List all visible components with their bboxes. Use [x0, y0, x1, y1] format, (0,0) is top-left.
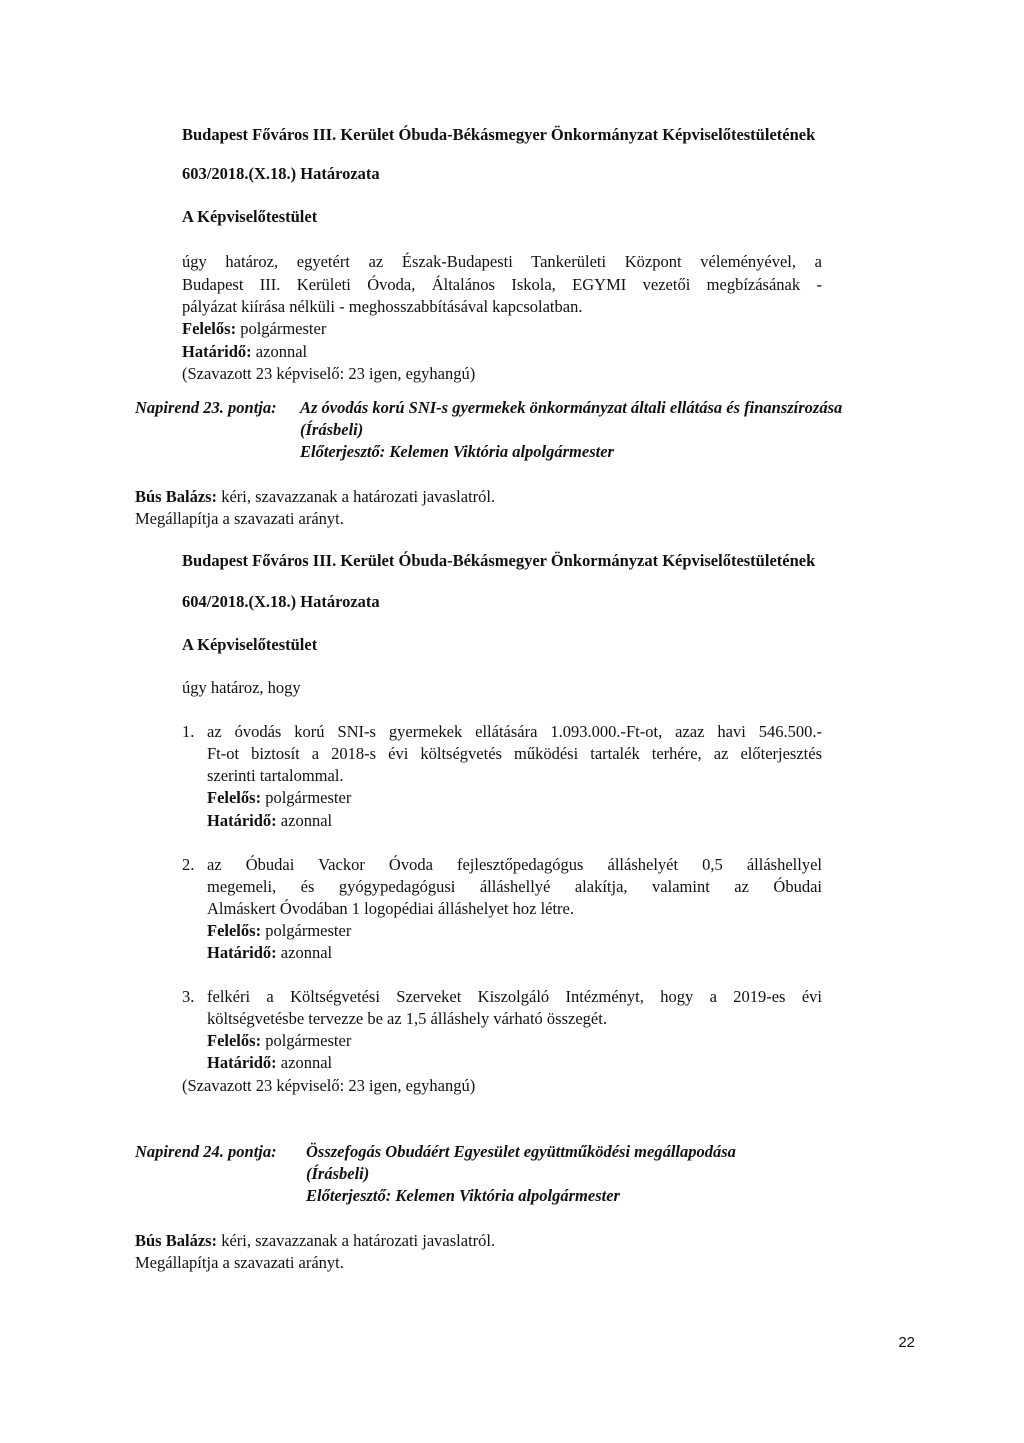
speaker-text: kéri, szavazzanak a határozati javaslatról.	[221, 487, 496, 506]
agenda-23-type: (Írásbeli)	[300, 420, 364, 439]
resolution-603-text-line: pályázat kiírása nélküli - meghosszabbításával kapcsolatban.	[182, 297, 583, 316]
deadline-label: Határidő:	[207, 811, 277, 830]
speaker-text: kéri, szavazzanak a határozati javaslatról.	[221, 1231, 496, 1250]
item-1-responsible	[207, 788, 351, 808]
responsible-label: Felelős:	[207, 1031, 262, 1050]
deadline-value: azonnal	[255, 342, 308, 361]
responsible-label: Felelős:	[207, 921, 262, 940]
responsible-value: polgármester	[265, 788, 352, 807]
item-3-responsible	[207, 1031, 351, 1051]
deadline-value: azonnal	[280, 1053, 333, 1072]
responsible-value: polgármester	[240, 319, 327, 338]
agenda-23-title: Az óvodás korú SNI-s gyermekek önkormányzat általi ellátása és finanszírozása	[300, 398, 843, 417]
item-number: 2.	[182, 855, 195, 874]
item-3-line: felkéri a Költségvetési Szerveket Kiszolgáló Intézményt, hogy a 2019-es évi	[207, 987, 822, 1006]
responsible-value: polgármester	[265, 1031, 352, 1050]
responsible-label: Felelős:	[182, 319, 237, 338]
speaker-name: Bús Balázs:	[135, 1231, 218, 1250]
agenda-24-note: Megállapítja a szavazati arányt.	[135, 1253, 344, 1272]
agenda-23-speaker-line	[135, 487, 495, 507]
presenter-name: Kelemen Viktória alpolgármester	[389, 442, 614, 461]
resolution-603-deadline	[182, 342, 307, 362]
deadline-label: Határidő:	[182, 342, 252, 361]
resolution-604-vote: (Szavazott 23 képviselő: 23 igen, egyhangú)	[182, 1076, 476, 1095]
presenter-name: Kelemen Viktória alpolgármester	[395, 1186, 620, 1205]
presenter-label: Előterjesztő:	[300, 442, 386, 461]
resolution-603-vote: (Szavazott 23 képviselő: 23 igen, egyhangú)	[182, 364, 476, 383]
agenda-24-title: Összefogás Obudáért Egyesület együttműködési megállapodása	[306, 1142, 736, 1161]
item-2-responsible	[207, 921, 351, 941]
deadline-value: azonnal	[280, 811, 333, 830]
resolution-603-responsible	[182, 319, 326, 339]
deadline-value: azonnal	[280, 943, 333, 962]
item-1-line: az óvodás korú SNI-s gyermekek ellátására 1.093.000.-Ft-ot, azaz havi 546.500.-	[207, 722, 822, 741]
agenda-23-presenter	[300, 442, 614, 462]
page-number: 22	[898, 1334, 915, 1351]
deadline-label: Határidő:	[207, 943, 277, 962]
item-2-deadline	[207, 943, 332, 963]
resolution-604-heading: Budapest Főváros III. Kerület Óbuda-Békásmegyer Önkormányzat Képviselőtestületének	[182, 551, 816, 570]
agenda-24-speaker-line	[135, 1231, 495, 1251]
item-1-line: szerinti tartalommal.	[207, 766, 344, 785]
agenda-24-type: (Írásbeli)	[306, 1164, 370, 1183]
resolution-603-text-line: Budapest III. Kerületi Óvoda, Általános Iskola, EGYMI vezetői megbízásának -	[182, 275, 822, 294]
item-2-line: az Óbudai Vackor Óvoda fejlesztőpedagógus álláshelyét 0,5 álláshellyel	[207, 855, 822, 874]
item-2-line: megemeli, és gyógypedagógusi álláshellyé alakítja, valamint az Óbudai	[207, 877, 822, 896]
resolution-604-intro: úgy határoz, hogy	[182, 678, 301, 697]
item-3-deadline	[207, 1053, 332, 1073]
resolution-603-text-line: úgy határoz, egyetért az Észak-Budapesti Tankerületi Központ véleményével, a	[182, 252, 822, 271]
speaker-name: Bús Balázs:	[135, 487, 218, 506]
resolution-603-body-title: A Képviselőtestület	[182, 207, 318, 226]
item-1-deadline	[207, 811, 332, 831]
resolution-604-number: 604/2018.(X.18.) Határozata	[182, 592, 380, 611]
deadline-label: Határidő:	[207, 1053, 277, 1072]
resolution-603-heading: Budapest Főváros III. Kerület Óbuda-Békásmegyer Önkormányzat Képviselőtestületének	[182, 125, 816, 144]
agenda-24-presenter	[306, 1186, 620, 1206]
item-number: 3.	[182, 987, 195, 1006]
item-3-line: költségvetésbe tervezze be az 1,5 álláshely várható összegét.	[207, 1009, 607, 1028]
resolution-603-number: 603/2018.(X.18.) Határozata	[182, 164, 380, 183]
item-number: 1.	[182, 722, 195, 741]
item-2-line: Almáskert Óvodában 1 logopédiai álláshelyet hoz létre.	[207, 899, 575, 918]
agenda-23-note: Megállapítja a szavazati arányt.	[135, 509, 344, 528]
agenda-24-label: Napirend 24. pontja:	[135, 1142, 277, 1161]
responsible-value: polgármester	[265, 921, 352, 940]
presenter-label: Előterjesztő:	[306, 1186, 392, 1205]
resolution-604-body-title: A Képviselőtestület	[182, 635, 318, 654]
item-1-line: Ft-ot biztosít a 2018-s évi költségvetés működési tartalék terhére, az előterjesztés	[207, 744, 822, 763]
agenda-23-label: Napirend 23. pontja:	[135, 398, 277, 417]
responsible-label: Felelős:	[207, 788, 262, 807]
